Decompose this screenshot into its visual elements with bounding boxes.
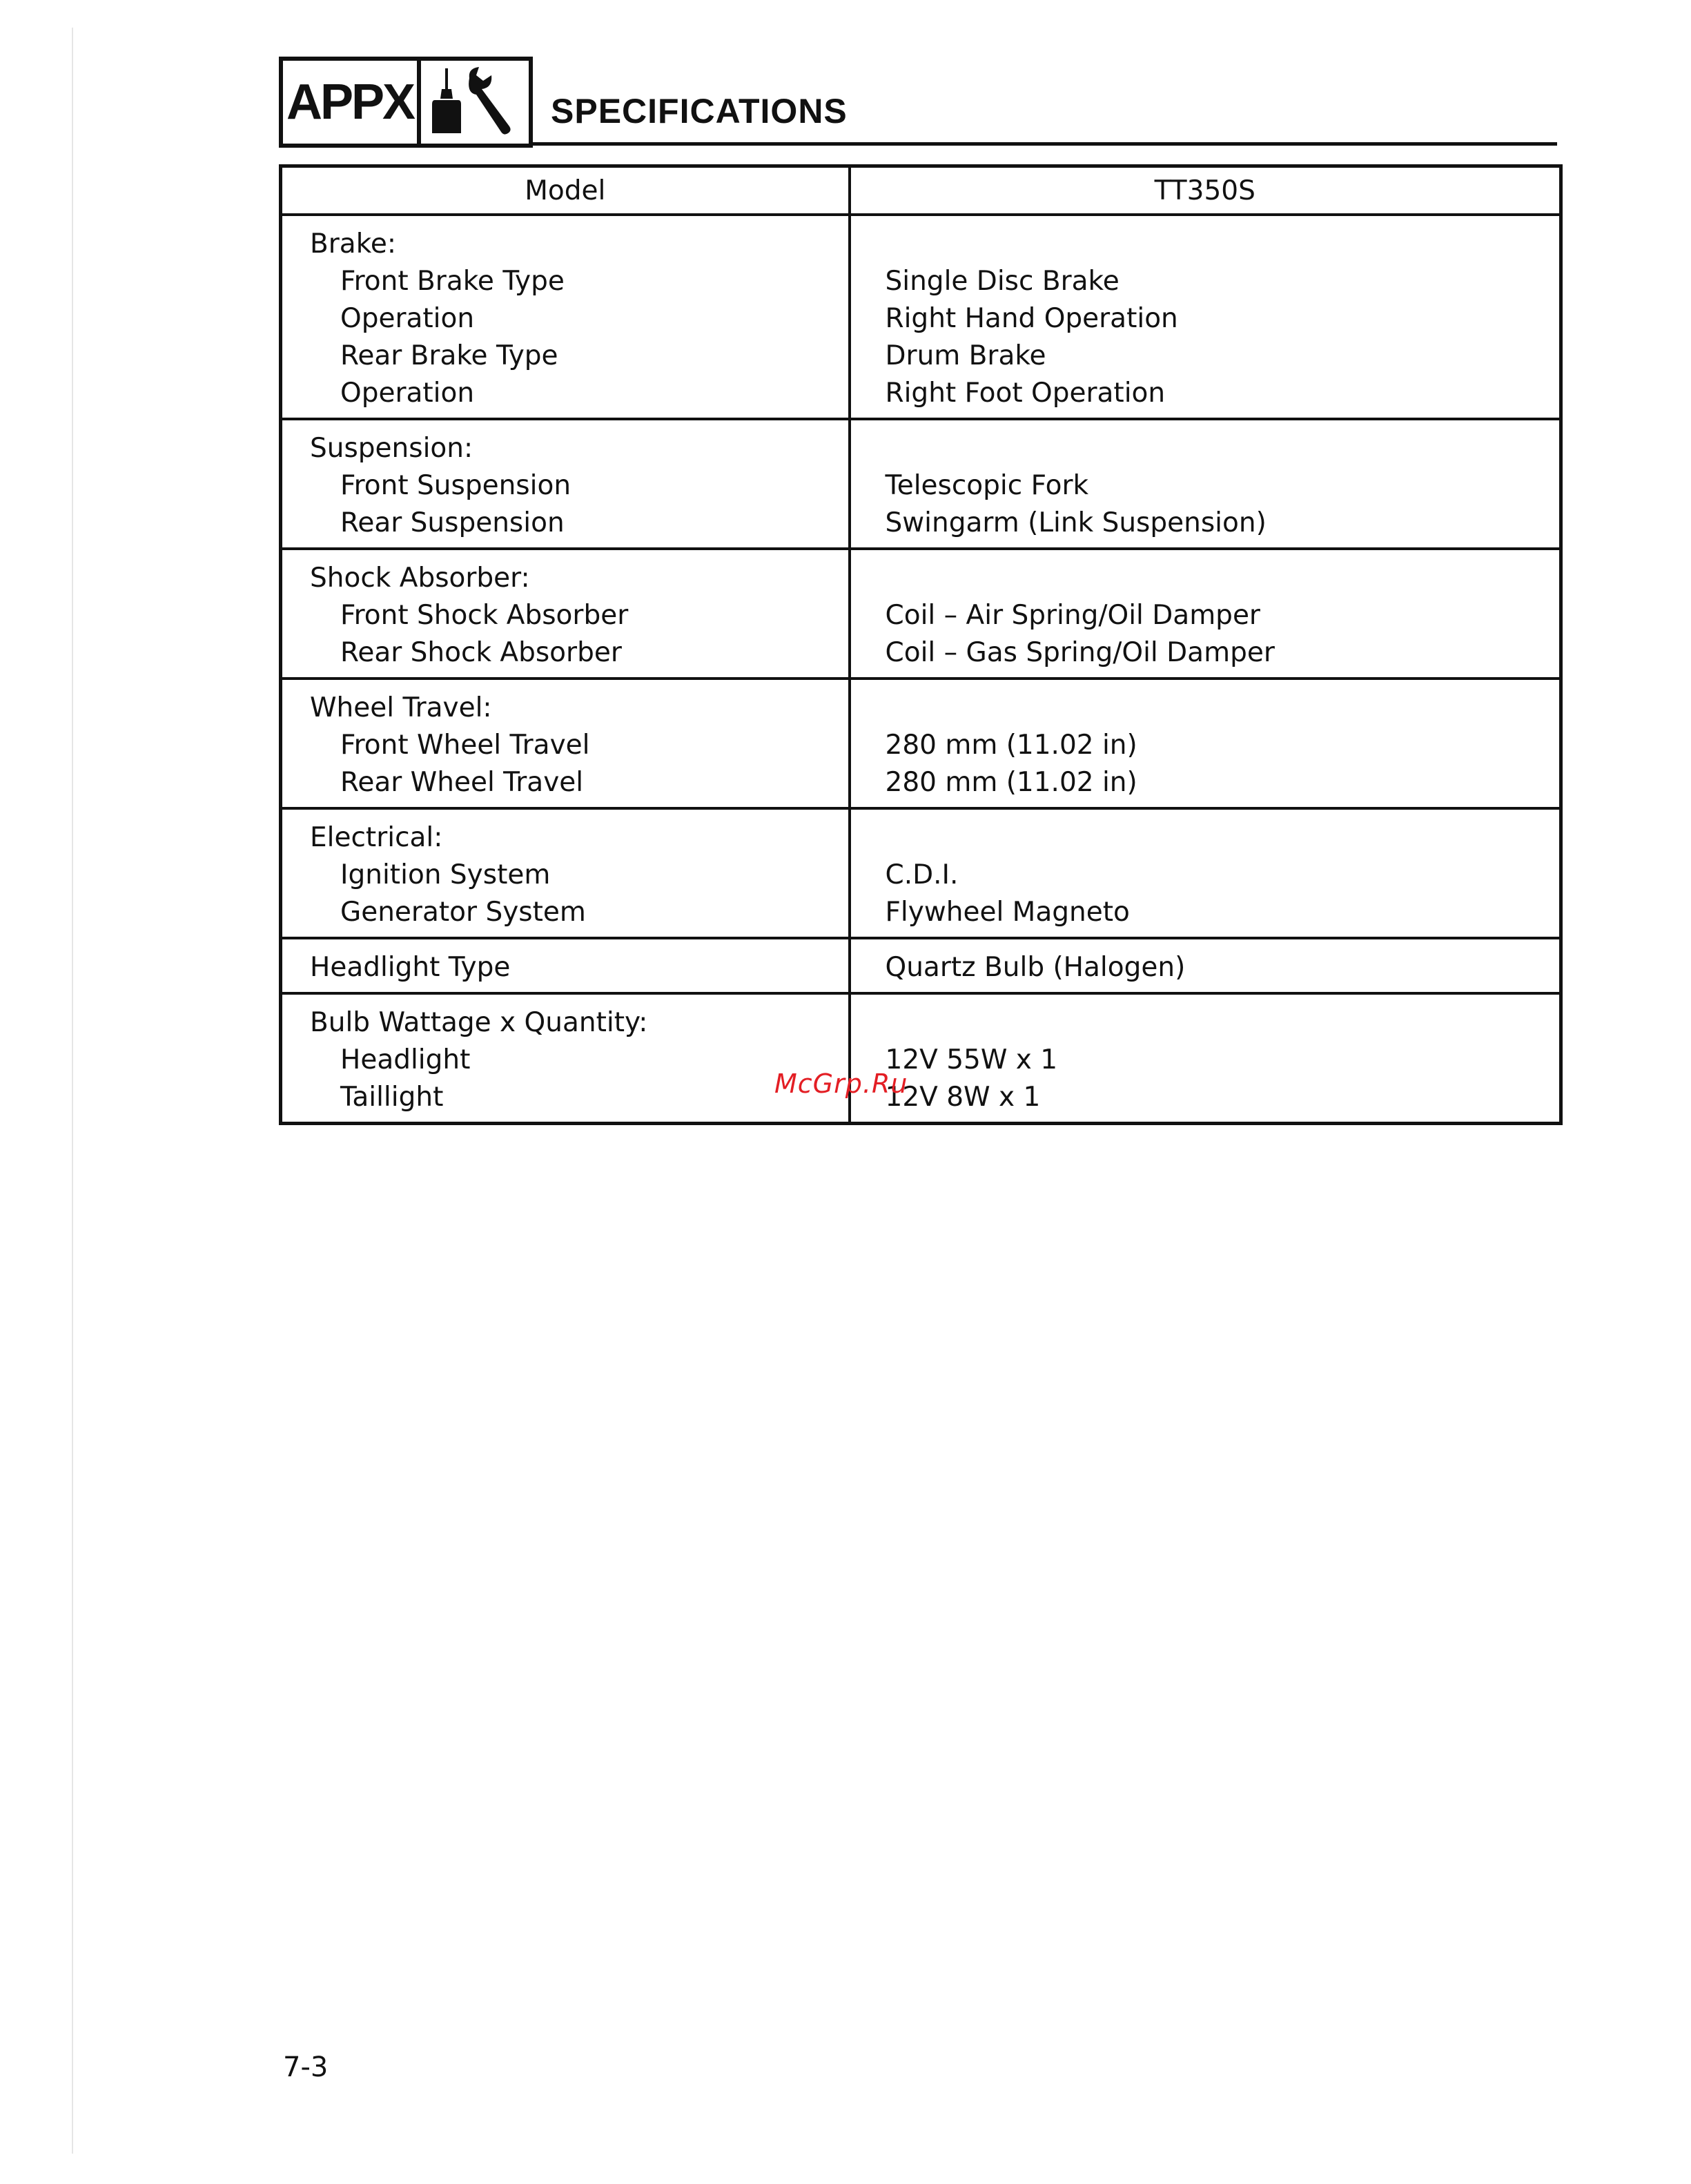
spec-label: Front Shock Absorber (340, 600, 629, 631)
spec-value: 280 mm (11.02 in) (885, 730, 1137, 761)
spec-label: Generator System (340, 897, 586, 928)
spec-value: Drum Brake (885, 340, 1046, 371)
spec-label: Headlight (340, 1044, 471, 1075)
watermark: McGrp.Ru (774, 1069, 908, 1099)
spec-value: Quartz Bulb (Halogen) (885, 952, 1186, 983)
spec-value: Swingarm (Link Suspension) (885, 507, 1267, 538)
table-header-row (281, 166, 1561, 215)
model-value: TT350S (850, 166, 1561, 215)
group-heading: Shock Absorber: (310, 563, 530, 594)
spec-value: Telescopic Fork (885, 470, 1089, 501)
spec-label: Front Brake Type (340, 266, 565, 297)
spec-value: Right Foot Operation (885, 378, 1166, 409)
spec-label: Operation (340, 303, 475, 334)
section-badge (279, 57, 533, 148)
table-row-electrical (281, 808, 1561, 938)
table-row-shock-absorber (281, 549, 1561, 679)
spec-label: Rear Brake Type (340, 340, 558, 371)
table-row-wheel-travel (281, 679, 1561, 808)
spec-value: 12V 8W x 1 (885, 1082, 1041, 1113)
table-row-suspension (281, 419, 1561, 549)
table-row-bulb-wattage (281, 993, 1561, 1124)
spec-value: Single Disc Brake (885, 266, 1120, 297)
model-header: Model (281, 166, 850, 215)
title-underline (533, 142, 1557, 146)
spec-value: Right Hand Operation (885, 303, 1178, 334)
page-title: SPECIFICATIONS (551, 92, 848, 130)
spec-value: Coil – Gas Spring/Oil Damper (885, 637, 1275, 668)
table-row-brake (281, 215, 1561, 419)
table-row-headlight-type (281, 938, 1561, 993)
specifications-table (279, 164, 1563, 1125)
spec-label: Operation (340, 378, 475, 409)
group-heading: Electrical: (310, 822, 443, 853)
group-heading: Suspension: (310, 433, 473, 464)
appx-label: APPX (283, 61, 421, 144)
spec-label: Taillight (340, 1082, 444, 1113)
spec-value: Coil – Air Spring/Oil Damper (885, 600, 1260, 631)
spec-label: Rear Shock Absorber (340, 637, 622, 668)
page-binding-edge (72, 28, 73, 2154)
group-heading: Bulb Wattage x Quantity: (310, 1007, 648, 1038)
spec-value: Flywheel Magneto (885, 897, 1130, 928)
spec-label: Front Suspension (340, 470, 571, 501)
spec-label: Ignition System (340, 859, 551, 890)
group-heading: Headlight Type (310, 952, 511, 983)
tools-icon (421, 61, 529, 144)
page-number: 7-3 (283, 2051, 329, 2083)
group-heading: Brake: (310, 228, 397, 260)
spec-label: Rear Wheel Travel (340, 767, 584, 798)
spec-label: Rear Suspension (340, 507, 565, 538)
group-heading: Wheel Travel: (310, 692, 492, 723)
spec-value: C.D.I. (885, 859, 959, 890)
spec-value: 12V 55W x 1 (885, 1044, 1058, 1075)
spec-label: Front Wheel Travel (340, 730, 590, 761)
spec-value: 280 mm (11.02 in) (885, 767, 1137, 798)
